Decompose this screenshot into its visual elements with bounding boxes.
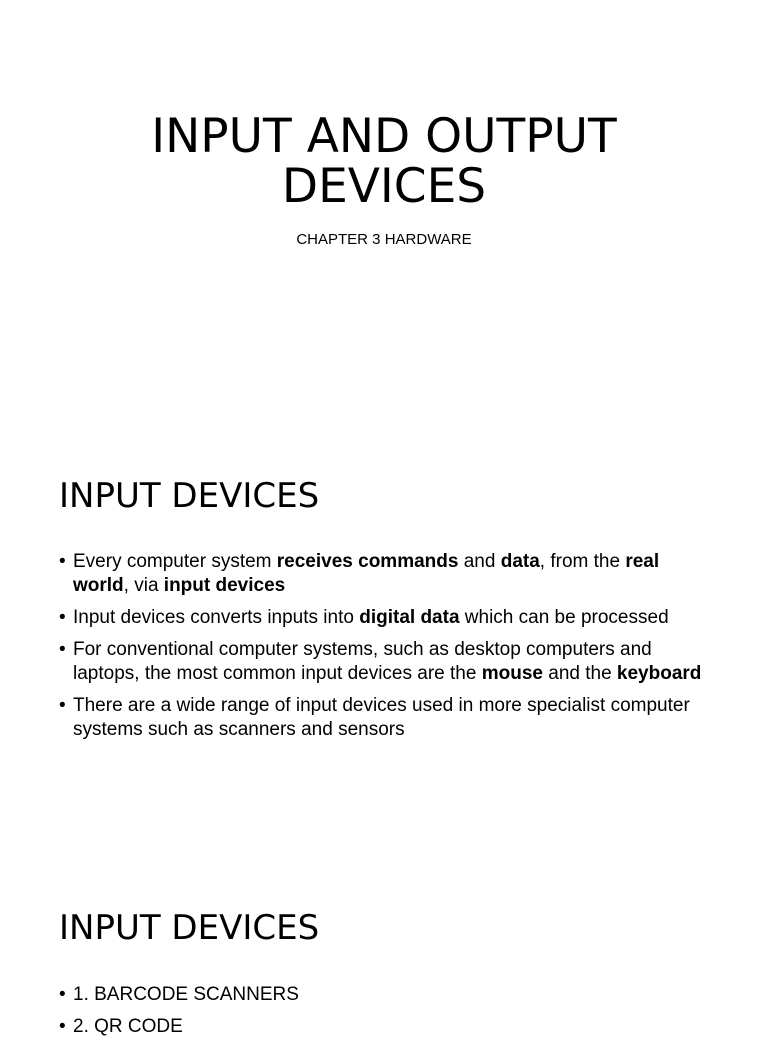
bullet-item (59, 638, 719, 686)
bold-text: mouse (481, 663, 543, 684)
bullet-text: 2. QR CODE (73, 1016, 183, 1037)
bullet-marker: • (59, 639, 66, 660)
bullet-text: Input devices converts inputs into (73, 607, 360, 628)
title-line-2: DEVICES (281, 159, 487, 214)
bullet-marker: • (59, 1016, 66, 1037)
bold-text: keyboard (616, 663, 702, 684)
bullet-item (59, 606, 719, 630)
slide-heading: INPUT DEVICES (59, 908, 320, 948)
title-line-1: INPUT AND OUTPUT (151, 109, 617, 164)
bullet-text: For conventional computer systems, such as desktop computers and laptops, the most common input devices are the (73, 639, 652, 684)
presentation-subtitle: CHAPTER 3 HARDWARE (296, 231, 472, 248)
input-devices-slide (0, 432, 768, 864)
bullet-text: and the (542, 663, 617, 684)
bold-text: digital data (359, 607, 460, 628)
bullet-text: Every computer system (73, 551, 277, 572)
slide-heading: INPUT DEVICES (59, 476, 320, 516)
bullet-text: , from the (539, 551, 626, 572)
input-devices-list-slide (0, 864, 768, 1037)
bullet-item (59, 983, 719, 1007)
bullet-marker: • (59, 607, 66, 628)
bullet-marker: • (59, 695, 66, 716)
bullet-text: There are a wide range of input devices used in more specialist computer systems such as scanners and sensors (73, 695, 690, 740)
bullet-item (59, 1015, 719, 1039)
bullet-item (59, 694, 719, 742)
bullet-text: which can be processed (459, 607, 669, 628)
title-slide (0, 0, 768, 432)
presentation-title (0, 109, 768, 214)
bullet-text: 1. BARCODE SCANNERS (73, 984, 299, 1005)
bold-text: real world (73, 551, 660, 596)
bold-text: input devices (163, 575, 286, 596)
bullet-marker: • (59, 984, 66, 1005)
bold-text: data (500, 551, 540, 572)
bullet-marker: • (59, 551, 66, 572)
bullet-list (59, 983, 719, 1047)
bullet-list (59, 550, 719, 750)
bullet-text: , via (123, 575, 164, 596)
bullet-text: and (458, 551, 501, 572)
bullet-item (59, 550, 719, 598)
bold-text: receives commands (276, 551, 459, 572)
